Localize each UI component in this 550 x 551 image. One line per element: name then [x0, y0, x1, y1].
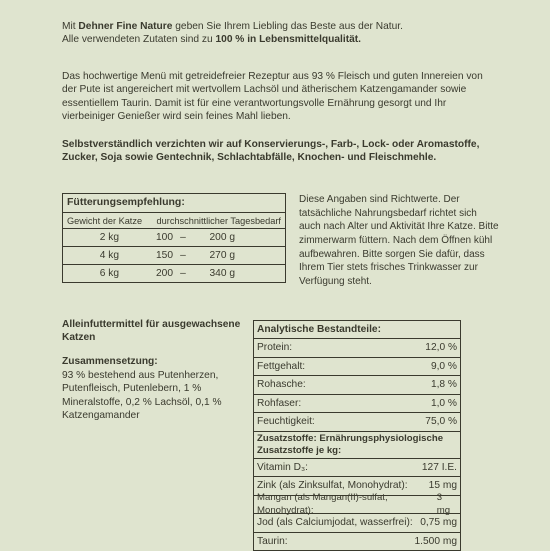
analysis-value: 1,0 %	[430, 397, 457, 409]
exclusions-text: Selbstverständlich verzichten wir auf Konservierungs-, Farb-, Lock- oder Aromastoffe, Zucker, Soja sowie Gentechnik, Schlachtabfälle, Knochen- und Fleischmehle.	[62, 139, 480, 164]
additive-label: Jod (als Calciumjodat, wasserfrei):	[257, 517, 413, 529]
additive-row	[254, 533, 460, 551]
feeding-weight: 2 kg	[99, 231, 119, 243]
additive-value: 0,75 mg	[420, 517, 457, 529]
additive-label: Zink (als Zinksulfat, Monohydrat):	[257, 480, 408, 492]
analysis-label: Fettgehalt:	[257, 360, 306, 372]
intro-text	[62, 20, 492, 47]
feeding-col-need: durchschnittlicher Tagesbedarf	[156, 215, 281, 226]
analysis-label: Rohfaser:	[257, 397, 302, 409]
analysis-label: Rohasche:	[257, 379, 306, 391]
intro-line2-pre: Alle verwendeten Zutaten sind zu	[62, 34, 216, 46]
analysis-row	[254, 358, 460, 377]
feeding-weight: 6 kg	[99, 267, 119, 279]
feeding-row	[63, 265, 285, 282]
analysis-value: 9,0 %	[430, 360, 457, 372]
feeding-to: 270 g	[209, 249, 235, 261]
analysis-value: 12,0 %	[425, 342, 457, 354]
additive-row	[254, 459, 460, 478]
feeding-from: 100	[156, 231, 173, 243]
feeding-row	[63, 229, 285, 247]
additive-label: Vitamin D₃:	[257, 461, 308, 473]
additive-value: 15 mg	[428, 480, 457, 492]
additive-value: 1.500 mg	[414, 535, 457, 547]
analysis-table	[253, 320, 461, 551]
analysis-row	[254, 376, 460, 395]
analysis-value: 75,0 %	[425, 416, 457, 428]
additives-title: Zusatzstoffe: Ernährungsphysiologische Zusatzstoffe je kg:	[254, 432, 460, 459]
additive-row	[254, 514, 460, 533]
single-feed-label: Alleinfuttermittel für ausgewachsene Katzen	[62, 319, 241, 344]
feeding-sep: –	[180, 249, 186, 261]
feeding-row	[63, 247, 285, 265]
feeding-sep: –	[180, 267, 186, 279]
quality-claim: 100 % in Lebensmittelqualität.	[215, 34, 361, 46]
composition-text: 93 % bestehend aus Putenherzen, Putenfleisch, Putenlebern, 1 % Mineralstoffe, 0,2 % Lachsöl, 0,1 % Katzengamander	[62, 370, 222, 422]
analysis-row	[254, 395, 460, 414]
feeding-weight: 4 kg	[99, 249, 119, 261]
feeding-from: 150	[156, 249, 173, 261]
analysis-title: Analytische Bestandteile:	[254, 321, 460, 339]
feeding-table	[62, 193, 286, 283]
analysis-label: Feuchtigkeit:	[257, 416, 315, 428]
feeding-col-weight: Gewicht der Katze	[67, 215, 143, 226]
intro-line1-pre: Mit	[62, 21, 79, 32]
additive-row	[254, 492, 460, 516]
analysis-row	[254, 339, 460, 358]
feeding-to: 200 g	[209, 231, 235, 243]
feeding-to: 340 g	[209, 267, 235, 279]
feeding-header	[63, 213, 285, 229]
intro-line1-post: geben Sie Ihrem Liebling das Beste aus der Natur.	[172, 21, 403, 32]
additive-label: Mangan (als Mangan(II)-sulfat, Monohydrat):	[257, 492, 388, 516]
feeding-title: Fütterungsempfehlung:	[63, 194, 285, 213]
brand-name: Dehner Fine Nature	[78, 21, 173, 32]
feeding-from: 200	[156, 267, 173, 279]
description-text: Das hochwertige Menü mit getreidefreier Rezeptur aus 93 % Fleisch und guten Innereien von der Pute ist angereichert mit wertvollem Lachsöl und ätherischem Katzengamander sowie essentiellem Taurin. Damit ist für eine verantwortungsvolle Ernährung gesorgt und Ihr vierbeiniger Genießer wird sein feines Mahl lieben.	[62, 71, 483, 123]
feeding-note: Diese Angaben sind Richtwerte. Der tatsächliche Nahrungsbedarf richtet sich auch nach Alter und Aktivität Ihre Katze. Bitte zimmerwarm füttern. Nach dem Öffnen kühl aufbewahren. Bitte sorgen Sie dafür, dass Ihrem Tier stets frisches Trinkwasser zur Verfügung steht.	[299, 194, 499, 288]
additive-value: 127 I.E.	[421, 461, 457, 473]
analysis-row	[254, 413, 460, 432]
additive-value: 3 mg	[436, 492, 451, 516]
analysis-label: Protein:	[257, 342, 293, 354]
feeding-sep: –	[180, 231, 186, 243]
additive-label: Taurin:	[257, 535, 288, 547]
composition-title: Zusammensetzung:	[62, 356, 158, 367]
analysis-value: 1,8 %	[430, 379, 457, 391]
